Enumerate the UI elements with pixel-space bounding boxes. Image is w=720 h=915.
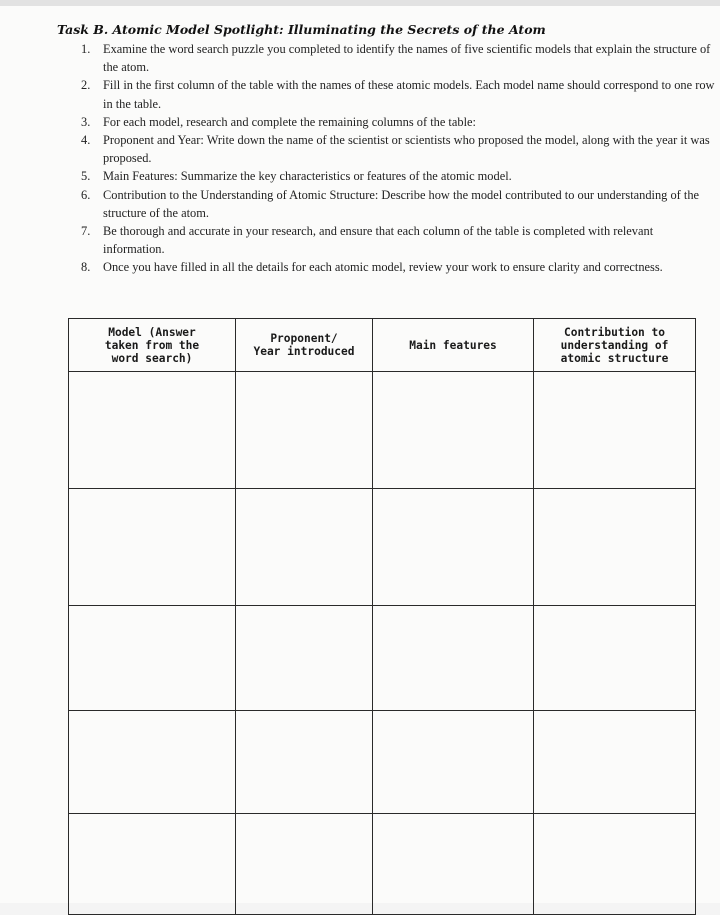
cell-proponent-year[interactable] [236, 711, 373, 814]
instruction-item: 3. For each model, research and complete the remaining columns of the table: [81, 114, 476, 129]
table-row [69, 489, 696, 606]
instruction-item: 8. Once you have filled in all the details for each atomic model, review your work to ensure clarity and correctness. [81, 260, 663, 275]
cell-contribution[interactable] [534, 606, 696, 711]
cell-main-features[interactable] [373, 489, 534, 606]
table-row [69, 372, 696, 489]
instruction-item: 7. Be thorough and accurate in your research, and ensure that each column of the table is completed with relevant information. [81, 224, 654, 257]
cell-proponent-year[interactable] [236, 814, 373, 915]
header-model: Model (Answer taken from the word search) [69, 319, 236, 372]
cell-contribution[interactable] [534, 489, 696, 606]
cell-contribution[interactable] [534, 711, 696, 814]
table-row [69, 606, 696, 711]
table-row [69, 814, 696, 915]
cell-contribution[interactable] [534, 372, 696, 489]
cell-contribution[interactable] [534, 814, 696, 915]
top-edge [0, 0, 720, 6]
header-main-features: Main features [373, 319, 534, 372]
instruction-item: 4. Proponent and Year: Write down the name of the scientist or scientists who proposed the model, along with the year it was proposed. [81, 133, 710, 166]
instruction-item: 6. Contribution to the Understanding of Atomic Structure: Describe how the model contributed to our understanding of the structure of the atom. [81, 187, 700, 220]
cell-proponent-year[interactable] [236, 606, 373, 711]
cell-main-features[interactable] [373, 372, 534, 489]
instruction-item: 2. Fill in the first column of the table with the names of these atomic models. Each model name should correspond to one row in the table. [81, 78, 715, 111]
cell-model[interactable] [69, 606, 236, 711]
cell-proponent-year[interactable] [236, 489, 373, 606]
instruction-item: 5. Main Features: Summarize the key characteristics or features of the atomic model. [81, 169, 512, 184]
cell-model[interactable] [69, 814, 236, 915]
header-proponent-year: Proponent/ Year introduced [236, 319, 373, 372]
cell-model[interactable] [69, 711, 236, 814]
cell-main-features[interactable] [373, 814, 534, 915]
cell-main-features[interactable] [373, 606, 534, 711]
cell-proponent-year[interactable] [236, 372, 373, 489]
table-header-row [69, 319, 696, 372]
table-row [69, 711, 696, 814]
cell-model[interactable] [69, 372, 236, 489]
instruction-list [81, 40, 717, 277]
task-title: Task B. Atomic Model Spotlight: Illuminating the Secrets of the Atom [57, 22, 546, 37]
cell-main-features[interactable] [373, 711, 534, 814]
atomic-model-table [68, 318, 696, 915]
instruction-item: 1. Examine the word search puzzle you completed to identify the names of five scientific models that explain the structure of the atom. [81, 42, 711, 75]
cell-model[interactable] [69, 489, 236, 606]
header-contribution: Contribution to understanding of atomic structure [534, 319, 696, 372]
